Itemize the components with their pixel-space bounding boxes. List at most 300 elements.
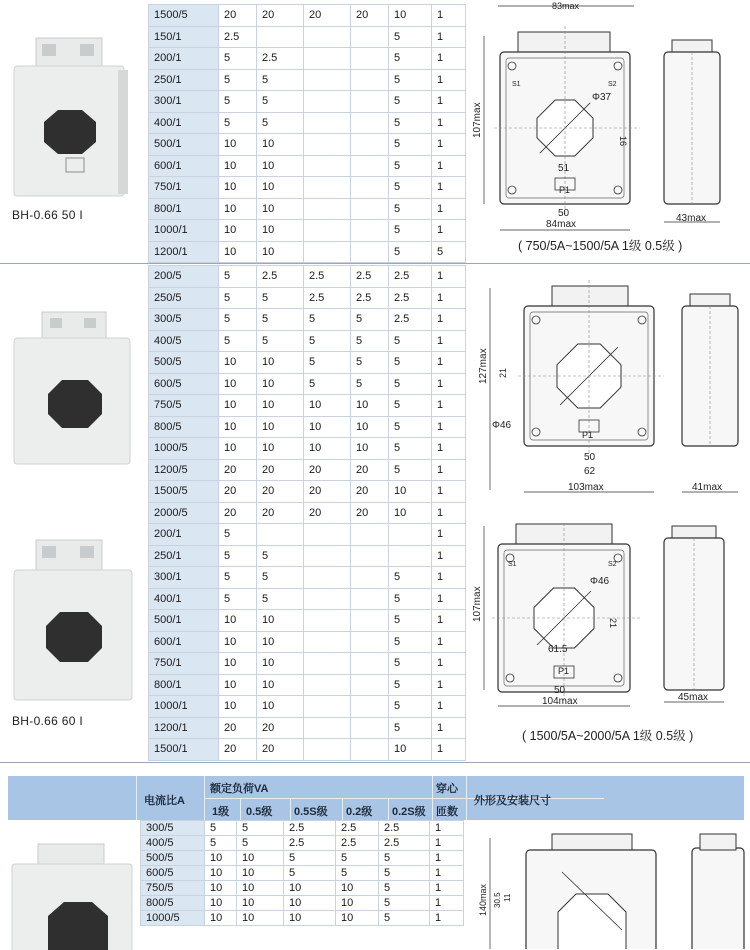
dimension-label: P1 bbox=[559, 185, 571, 195]
value-cell bbox=[304, 524, 351, 546]
value-cell: 1 bbox=[432, 198, 466, 220]
value-cell: 1 bbox=[432, 653, 466, 675]
ratio-cell: 200/1 bbox=[149, 48, 219, 70]
value-cell bbox=[304, 69, 351, 91]
value-cell: 5 bbox=[389, 220, 432, 242]
value-cell: 1 bbox=[432, 155, 466, 177]
value-cell bbox=[304, 134, 351, 156]
ratio-cell: 400/1 bbox=[149, 588, 219, 610]
dimension-label: 16 bbox=[618, 136, 628, 147]
value-cell bbox=[351, 588, 389, 610]
ratio-cell: 400/1 bbox=[149, 112, 219, 134]
value-cell: 20 bbox=[257, 5, 304, 27]
table-row bbox=[149, 48, 466, 70]
value-cell: 1 bbox=[430, 866, 464, 881]
ratio-cell: 800/1 bbox=[149, 674, 219, 696]
ratio-cell: 1000/5 bbox=[141, 911, 205, 926]
value-cell: 10 bbox=[205, 896, 237, 911]
value-cell bbox=[351, 134, 389, 156]
value-cell: 10 bbox=[257, 373, 304, 395]
dimension-label: 127max bbox=[478, 348, 489, 384]
value-cell bbox=[389, 545, 432, 567]
value-cell bbox=[351, 241, 389, 263]
table-row bbox=[149, 674, 466, 696]
value-cell: 10 bbox=[237, 896, 284, 911]
value-cell: 10 bbox=[336, 881, 379, 896]
value-cell: 2.5 bbox=[284, 836, 336, 851]
ratio-table-4 bbox=[140, 820, 464, 926]
value-cell: 5 bbox=[389, 717, 432, 739]
value-cell: 5 bbox=[304, 352, 351, 374]
table-row bbox=[141, 911, 464, 926]
product-photo-60b bbox=[8, 536, 138, 706]
value-cell: 1 bbox=[432, 5, 466, 27]
header-turns-2: 匝数 bbox=[436, 806, 458, 818]
ratio-cell: 1200/1 bbox=[149, 717, 219, 739]
value-cell: 2.5 bbox=[379, 821, 430, 836]
value-cell: 1 bbox=[432, 545, 466, 567]
value-cell bbox=[351, 26, 389, 48]
value-cell: 10 bbox=[237, 911, 284, 926]
value-cell: 1 bbox=[430, 851, 464, 866]
value-cell: 5 bbox=[257, 309, 304, 331]
value-cell: 20 bbox=[219, 481, 257, 503]
value-cell: 5 bbox=[389, 567, 432, 589]
value-cell bbox=[304, 155, 351, 177]
value-cell: 5 bbox=[351, 352, 389, 374]
table-row bbox=[149, 696, 466, 718]
value-cell: 1 bbox=[432, 220, 466, 242]
section-bh-066-50 bbox=[0, 0, 750, 262]
value-cell: 1 bbox=[432, 373, 466, 395]
ratio-cell: 150/1 bbox=[149, 26, 219, 48]
table-row bbox=[141, 821, 464, 836]
value-cell: 20 bbox=[219, 459, 257, 481]
value-cell bbox=[304, 696, 351, 718]
value-cell: 1 bbox=[432, 134, 466, 156]
value-cell: 1 bbox=[430, 911, 464, 926]
table-row bbox=[149, 112, 466, 134]
table-row bbox=[149, 502, 466, 524]
value-cell: 2.5 bbox=[336, 821, 379, 836]
value-cell: 5 bbox=[389, 91, 432, 113]
value-cell: 5 bbox=[237, 821, 284, 836]
value-cell: 10 bbox=[219, 220, 257, 242]
ratio-cell: 2000/5 bbox=[149, 502, 219, 524]
value-cell: 5 bbox=[389, 112, 432, 134]
dimension-label: 107max bbox=[472, 586, 483, 622]
value-cell: 2.5 bbox=[389, 266, 432, 288]
section-bh-066-60 bbox=[0, 522, 750, 762]
value-cell: 1 bbox=[432, 287, 466, 309]
value-cell: 1 bbox=[432, 416, 466, 438]
value-cell: 10 bbox=[257, 241, 304, 263]
value-cell: 10 bbox=[257, 177, 304, 199]
value-cell: 10 bbox=[219, 653, 257, 675]
value-cell: 10 bbox=[257, 631, 304, 653]
ratio-cell: 200/1 bbox=[149, 524, 219, 546]
value-cell: 5 bbox=[389, 416, 432, 438]
value-cell bbox=[351, 220, 389, 242]
table-row bbox=[149, 287, 466, 309]
value-cell: 1 bbox=[432, 674, 466, 696]
value-cell: 2.5 bbox=[389, 287, 432, 309]
value-cell: 2.5 bbox=[336, 836, 379, 851]
value-cell: 5 bbox=[257, 567, 304, 589]
value-cell: 5 bbox=[219, 567, 257, 589]
value-cell: 2.5 bbox=[351, 266, 389, 288]
value-cell: 5 bbox=[336, 851, 379, 866]
ratio-cell: 1500/1 bbox=[149, 739, 219, 761]
value-cell: 10 bbox=[304, 416, 351, 438]
table-row bbox=[149, 26, 466, 48]
table-row bbox=[149, 524, 466, 546]
value-cell: 10 bbox=[219, 416, 257, 438]
header-rated-load: 额定负荷VA bbox=[210, 783, 269, 795]
value-cell: 1 bbox=[432, 112, 466, 134]
value-cell bbox=[304, 198, 351, 220]
value-cell: 5 bbox=[219, 588, 257, 610]
value-cell: 1 bbox=[432, 177, 466, 199]
dimension-label: Φ46 bbox=[492, 420, 512, 431]
product-photo-80 bbox=[8, 840, 138, 950]
side-terminal bbox=[700, 834, 736, 850]
value-cell: 5 bbox=[389, 459, 432, 481]
value-cell bbox=[389, 524, 432, 546]
value-cell: 5 bbox=[389, 438, 432, 460]
terminal-block bbox=[552, 286, 628, 306]
dimension-label: 61.5 bbox=[548, 644, 568, 655]
value-cell: 1 bbox=[432, 696, 466, 718]
header-class-1: 1级 bbox=[212, 806, 230, 818]
table-row bbox=[149, 438, 466, 460]
value-cell bbox=[304, 653, 351, 675]
value-cell bbox=[304, 112, 351, 134]
value-cell bbox=[304, 674, 351, 696]
table-row bbox=[149, 5, 466, 27]
ratio-cell: 400/5 bbox=[149, 330, 219, 352]
value-cell bbox=[351, 112, 389, 134]
value-cell: 10 bbox=[351, 395, 389, 417]
table-row bbox=[149, 567, 466, 589]
value-cell: 10 bbox=[205, 911, 237, 926]
value-cell bbox=[257, 524, 304, 546]
value-cell: 5 bbox=[257, 91, 304, 113]
value-cell: 1 bbox=[432, 352, 466, 374]
table-row bbox=[149, 198, 466, 220]
value-cell bbox=[304, 220, 351, 242]
value-cell bbox=[351, 739, 389, 761]
value-cell: 1 bbox=[430, 881, 464, 896]
ratio-table-1 bbox=[148, 4, 466, 263]
value-cell: 10 bbox=[304, 438, 351, 460]
value-cell: 5 bbox=[379, 911, 430, 926]
value-cell: 2.5 bbox=[257, 48, 304, 70]
dimension-label: P1 bbox=[582, 430, 594, 440]
value-cell: 5 bbox=[205, 836, 237, 851]
value-cell: 2.5 bbox=[304, 266, 351, 288]
dimension-label: 21 bbox=[608, 618, 618, 629]
value-cell: 5 bbox=[389, 610, 432, 632]
value-cell: 1 bbox=[432, 395, 466, 417]
ratio-cell: 1000/1 bbox=[149, 220, 219, 242]
product-label: BH-0.66 50 I bbox=[12, 208, 83, 222]
table-row bbox=[141, 881, 464, 896]
header-class-05s: 0.5S级 bbox=[294, 806, 328, 818]
ratio-table-2 bbox=[148, 265, 466, 524]
value-cell bbox=[351, 717, 389, 739]
ratio-cell: 250/5 bbox=[149, 287, 219, 309]
value-cell bbox=[351, 177, 389, 199]
value-cell: 5 bbox=[257, 588, 304, 610]
ratio-cell: 750/1 bbox=[149, 653, 219, 675]
dimension-label: 11 bbox=[503, 893, 512, 902]
value-cell: 10 bbox=[219, 696, 257, 718]
value-cell: 10 bbox=[257, 352, 304, 374]
value-cell bbox=[304, 567, 351, 589]
value-cell: 10 bbox=[389, 5, 432, 27]
value-cell: 5 bbox=[351, 330, 389, 352]
dimension-label: S1 bbox=[508, 561, 517, 568]
header-class-05: 0.5级 bbox=[246, 806, 273, 818]
value-cell: 20 bbox=[219, 5, 257, 27]
value-cell: 10 bbox=[219, 395, 257, 417]
dimension-label: 21 bbox=[498, 367, 508, 378]
value-cell: 10 bbox=[219, 438, 257, 460]
value-cell: 5 bbox=[351, 309, 389, 331]
table-row bbox=[149, 653, 466, 675]
value-cell bbox=[304, 91, 351, 113]
value-cell: 5 bbox=[389, 198, 432, 220]
value-cell: 1 bbox=[430, 836, 464, 851]
caption: ( 1500/5A~2000/5A 1级 0.5级 ) bbox=[522, 729, 694, 743]
value-cell: 2.5 bbox=[351, 287, 389, 309]
value-cell bbox=[304, 26, 351, 48]
value-cell: 10 bbox=[219, 134, 257, 156]
dimension-label: 84max bbox=[546, 219, 577, 230]
value-cell: 1 bbox=[432, 631, 466, 653]
value-cell: 5 bbox=[389, 69, 432, 91]
table-row bbox=[149, 373, 466, 395]
dimension-label: S2 bbox=[608, 561, 617, 568]
value-cell: 20 bbox=[351, 459, 389, 481]
caption: ( 750/5A~1500/5A 1级 0.5级 ) bbox=[518, 239, 683, 253]
value-cell bbox=[304, 717, 351, 739]
value-cell: 5 bbox=[284, 866, 336, 881]
value-cell: 1 bbox=[432, 48, 466, 70]
value-cell: 1 bbox=[432, 588, 466, 610]
table-row bbox=[149, 91, 466, 113]
dimension-label: 50 bbox=[554, 685, 566, 696]
ratio-cell: 800/5 bbox=[141, 896, 205, 911]
dimension-label: P1 bbox=[558, 666, 570, 676]
value-cell: 5 bbox=[219, 112, 257, 134]
value-cell: 5 bbox=[389, 631, 432, 653]
value-cell: 2.5 bbox=[219, 26, 257, 48]
value-cell: 5 bbox=[389, 241, 432, 263]
ratio-cell: 1500/5 bbox=[149, 481, 219, 503]
value-cell: 10 bbox=[219, 610, 257, 632]
value-cell: 10 bbox=[257, 696, 304, 718]
value-cell: 1 bbox=[430, 896, 464, 911]
table-row bbox=[149, 177, 466, 199]
value-cell bbox=[304, 545, 351, 567]
value-cell: 10 bbox=[219, 198, 257, 220]
value-cell: 20 bbox=[304, 5, 351, 27]
value-cell: 20 bbox=[219, 502, 257, 524]
ratio-cell: 300/5 bbox=[149, 309, 219, 331]
table-row bbox=[149, 416, 466, 438]
ratio-cell: 500/1 bbox=[149, 610, 219, 632]
value-cell: 10 bbox=[219, 631, 257, 653]
value-cell: 5 bbox=[432, 241, 466, 263]
value-cell: 5 bbox=[304, 373, 351, 395]
value-cell: 5 bbox=[257, 545, 304, 567]
value-cell bbox=[351, 48, 389, 70]
value-cell: 10 bbox=[219, 155, 257, 177]
value-cell: 10 bbox=[389, 481, 432, 503]
table-row bbox=[149, 155, 466, 177]
value-cell: 20 bbox=[351, 502, 389, 524]
value-cell: 20 bbox=[304, 459, 351, 481]
value-cell: 2.5 bbox=[257, 266, 304, 288]
ratio-cell: 600/5 bbox=[149, 373, 219, 395]
ratio-cell: 750/5 bbox=[149, 395, 219, 417]
value-cell: 10 bbox=[257, 416, 304, 438]
value-cell: 10 bbox=[336, 896, 379, 911]
value-cell: 20 bbox=[257, 481, 304, 503]
value-cell bbox=[351, 631, 389, 653]
value-cell: 10 bbox=[284, 896, 336, 911]
value-cell: 5 bbox=[205, 821, 237, 836]
value-cell: 5 bbox=[257, 287, 304, 309]
ratio-cell: 600/1 bbox=[149, 631, 219, 653]
dimension-label: 41max bbox=[692, 482, 723, 493]
value-cell bbox=[304, 48, 351, 70]
value-cell: 5 bbox=[257, 330, 304, 352]
dimension-drawing-1 bbox=[462, 0, 750, 262]
value-cell: 5 bbox=[389, 352, 432, 374]
table-row bbox=[149, 330, 466, 352]
product-photo-60 bbox=[8, 308, 140, 468]
value-cell: 5 bbox=[219, 309, 257, 331]
dimension-label: Φ46 bbox=[590, 576, 610, 587]
value-cell: 20 bbox=[304, 502, 351, 524]
dimension-label: 104max bbox=[542, 696, 578, 707]
ratio-cell: 1500/5 bbox=[149, 5, 219, 27]
through-hole bbox=[558, 894, 626, 949]
value-cell: 5 bbox=[389, 155, 432, 177]
value-cell: 10 bbox=[389, 739, 432, 761]
value-cell: 10 bbox=[351, 416, 389, 438]
value-cell: 5 bbox=[219, 48, 257, 70]
value-cell: 10 bbox=[219, 177, 257, 199]
ratio-cell: 750/1 bbox=[149, 177, 219, 199]
value-cell: 5 bbox=[379, 896, 430, 911]
section-bh-066-80 bbox=[0, 820, 750, 949]
value-cell bbox=[351, 696, 389, 718]
dimension-label: 50 bbox=[584, 452, 596, 463]
value-cell bbox=[304, 631, 351, 653]
value-cell: 10 bbox=[219, 373, 257, 395]
table-row bbox=[149, 395, 466, 417]
table-row bbox=[149, 739, 466, 761]
ratio-cell: 600/5 bbox=[141, 866, 205, 881]
value-cell: 1 bbox=[432, 309, 466, 331]
value-cell: 10 bbox=[257, 653, 304, 675]
table-row bbox=[149, 241, 466, 263]
value-cell: 10 bbox=[257, 134, 304, 156]
value-cell: 10 bbox=[257, 438, 304, 460]
value-cell bbox=[351, 545, 389, 567]
value-cell: 5 bbox=[389, 330, 432, 352]
value-cell: 10 bbox=[284, 911, 336, 926]
value-cell: 1 bbox=[430, 821, 464, 836]
value-cell: 10 bbox=[257, 610, 304, 632]
value-cell: 5 bbox=[379, 851, 430, 866]
value-cell: 10 bbox=[205, 866, 237, 881]
ratio-cell: 500/5 bbox=[141, 851, 205, 866]
value-cell: 10 bbox=[237, 881, 284, 896]
value-cell: 5 bbox=[219, 287, 257, 309]
table-row bbox=[149, 352, 466, 374]
dimension-label: 50 bbox=[558, 208, 570, 219]
table-row bbox=[141, 896, 464, 911]
value-cell: 10 bbox=[257, 198, 304, 220]
header-class-02: 0.2级 bbox=[346, 806, 373, 818]
value-cell: 5 bbox=[389, 395, 432, 417]
value-cell: 5 bbox=[219, 545, 257, 567]
product-photo-50 bbox=[8, 30, 138, 200]
divider bbox=[0, 762, 750, 763]
ratio-cell: 1000/1 bbox=[149, 696, 219, 718]
dimension-label: S1 bbox=[512, 81, 521, 88]
table-row bbox=[149, 610, 466, 632]
ratio-table-3 bbox=[148, 523, 466, 761]
ratio-cell: 250/1 bbox=[149, 69, 219, 91]
value-cell: 5 bbox=[284, 851, 336, 866]
ratio-cell: 300/5 bbox=[141, 821, 205, 836]
value-cell: 10 bbox=[219, 352, 257, 374]
value-cell: 1 bbox=[432, 26, 466, 48]
table-row bbox=[149, 459, 466, 481]
value-cell bbox=[304, 241, 351, 263]
value-cell: 10 bbox=[219, 241, 257, 263]
terminal-block bbox=[552, 834, 632, 852]
value-cell bbox=[351, 91, 389, 113]
dimension-label: 103max bbox=[568, 482, 604, 493]
value-cell: 10 bbox=[257, 155, 304, 177]
value-cell: 20 bbox=[351, 5, 389, 27]
value-cell: 1 bbox=[432, 438, 466, 460]
section-bh-066-2000 bbox=[0, 264, 750, 522]
value-cell: 5 bbox=[379, 866, 430, 881]
value-cell: 5 bbox=[389, 26, 432, 48]
header-turns: 穿心 bbox=[436, 783, 458, 795]
value-cell bbox=[257, 26, 304, 48]
table-row bbox=[149, 134, 466, 156]
dimension-label: 83max bbox=[552, 1, 580, 11]
dimension-drawing-2 bbox=[462, 264, 750, 522]
value-cell bbox=[351, 198, 389, 220]
value-cell: 5 bbox=[237, 836, 284, 851]
value-cell bbox=[351, 69, 389, 91]
ratio-cell: 300/1 bbox=[149, 567, 219, 589]
value-cell: 1 bbox=[432, 91, 466, 113]
value-cell: 5 bbox=[336, 866, 379, 881]
ratio-cell: 1200/5 bbox=[149, 459, 219, 481]
value-cell: 10 bbox=[237, 851, 284, 866]
